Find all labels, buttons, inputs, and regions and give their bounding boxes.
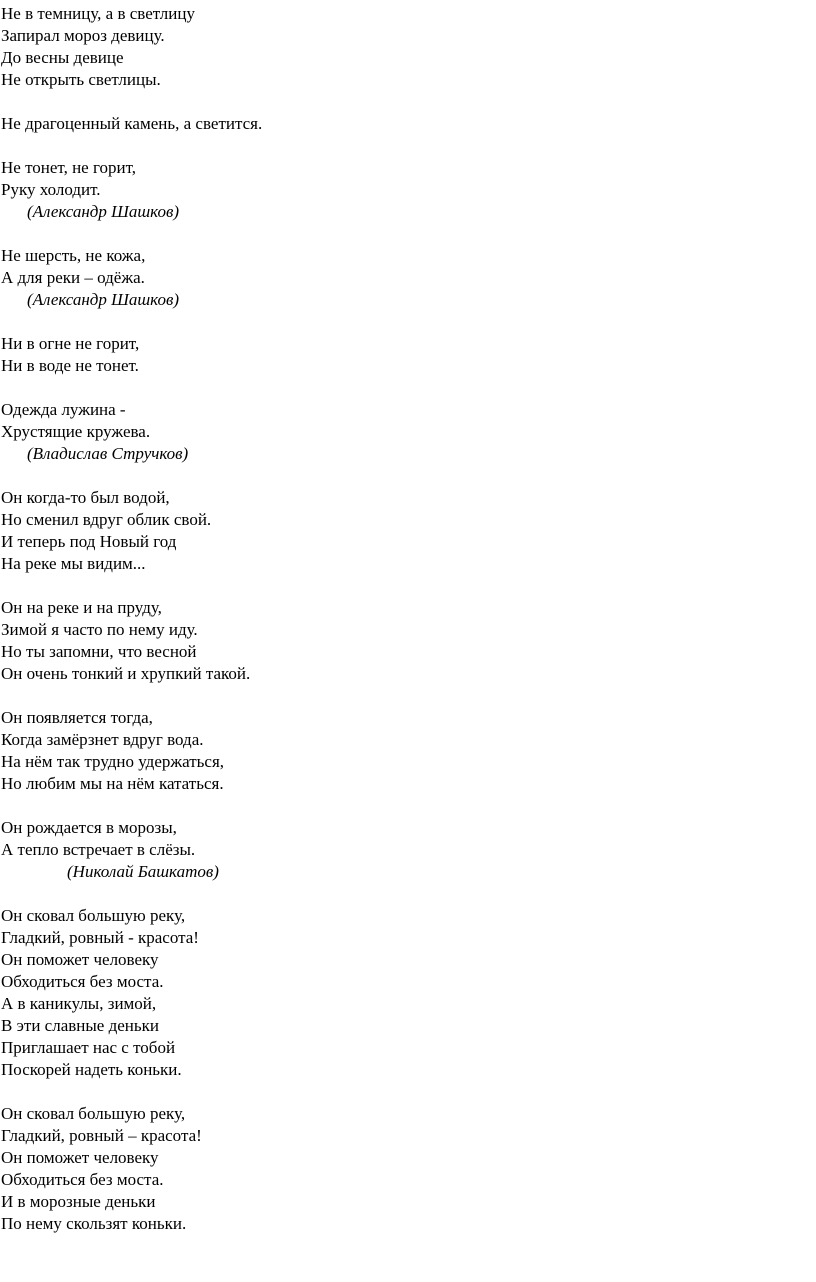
riddle-line: Одежда лужина -: [1, 400, 126, 419]
riddle-line: Он сковал большую реку,: [1, 906, 186, 925]
riddle-line: Запирал мороз девицу.: [1, 26, 165, 45]
riddle-line: Он появляется тогда,: [1, 708, 153, 727]
riddle-line: Не шерсть, не кожа,: [1, 246, 146, 265]
riddle-line: Руку холодит.: [1, 180, 101, 199]
author-attribution: (Александр Шашков): [27, 290, 180, 309]
riddle-line: Обходиться без моста.: [1, 1170, 164, 1189]
riddle-line: Он рождается в морозы,: [1, 818, 177, 837]
riddle-line: И теперь под Новый год: [1, 532, 177, 551]
riddle-line: А тепло встречает в слёзы.: [1, 840, 196, 859]
riddle-line: Он поможет человеку: [1, 1148, 159, 1167]
riddle-line: Приглашает нас с тобой: [1, 1038, 176, 1057]
riddle-line: А для реки – одёжа.: [1, 268, 145, 287]
riddle-line: Обходиться без моста.: [1, 972, 164, 991]
author-attribution: (Александр Шашков): [27, 202, 180, 221]
riddle-line: Он очень тонкий и хрупкий такой.: [1, 664, 251, 683]
riddle-line: Но ты запомни, что весной: [1, 642, 197, 661]
riddle-line: Поскорей надеть коньки.: [1, 1060, 182, 1079]
riddle-line: Но сменил вдруг облик свой.: [1, 510, 212, 529]
riddle-line: На реке мы видим...: [1, 554, 146, 573]
riddle-line: Не тонет, не горит,: [1, 158, 137, 177]
riddle-line: По нему скользят коньки.: [1, 1214, 187, 1233]
author-attribution: (Владислав Стручков): [27, 444, 189, 463]
riddle-line: Но любим мы на нём кататься.: [1, 774, 224, 793]
riddle-line: И в морозные деньки: [1, 1192, 156, 1211]
author-attribution: (Николай Башкатов): [67, 862, 219, 881]
riddle-line: На нём так трудно удержаться,: [1, 752, 225, 771]
riddle-line: Гладкий, ровный - красота!: [1, 928, 199, 947]
riddle-line: Гладкий, ровный – красота!: [1, 1126, 202, 1145]
riddle-line: Не в темницу, а в светлицу: [1, 4, 195, 23]
riddle-line: Он поможет человеку: [1, 950, 159, 969]
riddle-line: Когда замёрзнет вдруг вода.: [1, 730, 204, 749]
riddle-line: До весны девице: [1, 48, 124, 67]
riddle-line: Не открыть светлицы.: [1, 70, 161, 89]
riddle-line: Он на реке и на пруду,: [1, 598, 162, 617]
riddle-line: А в каникулы, зимой,: [1, 994, 157, 1013]
riddle-line: В эти славные деньки: [1, 1016, 159, 1035]
riddle-line: Хрустящие кружева.: [1, 422, 151, 441]
riddle-line: Он сковал большую реку,: [1, 1104, 186, 1123]
riddle-line: Зимой я часто по нему иду.: [1, 620, 198, 639]
riddle-line: Не драгоценный камень, а светится.: [1, 114, 263, 133]
riddle-line: Ни в огне не горит,: [1, 334, 140, 353]
riddle-line: Он когда-то был водой,: [1, 488, 170, 507]
riddle-line: Ни в воде не тонет.: [1, 356, 139, 375]
